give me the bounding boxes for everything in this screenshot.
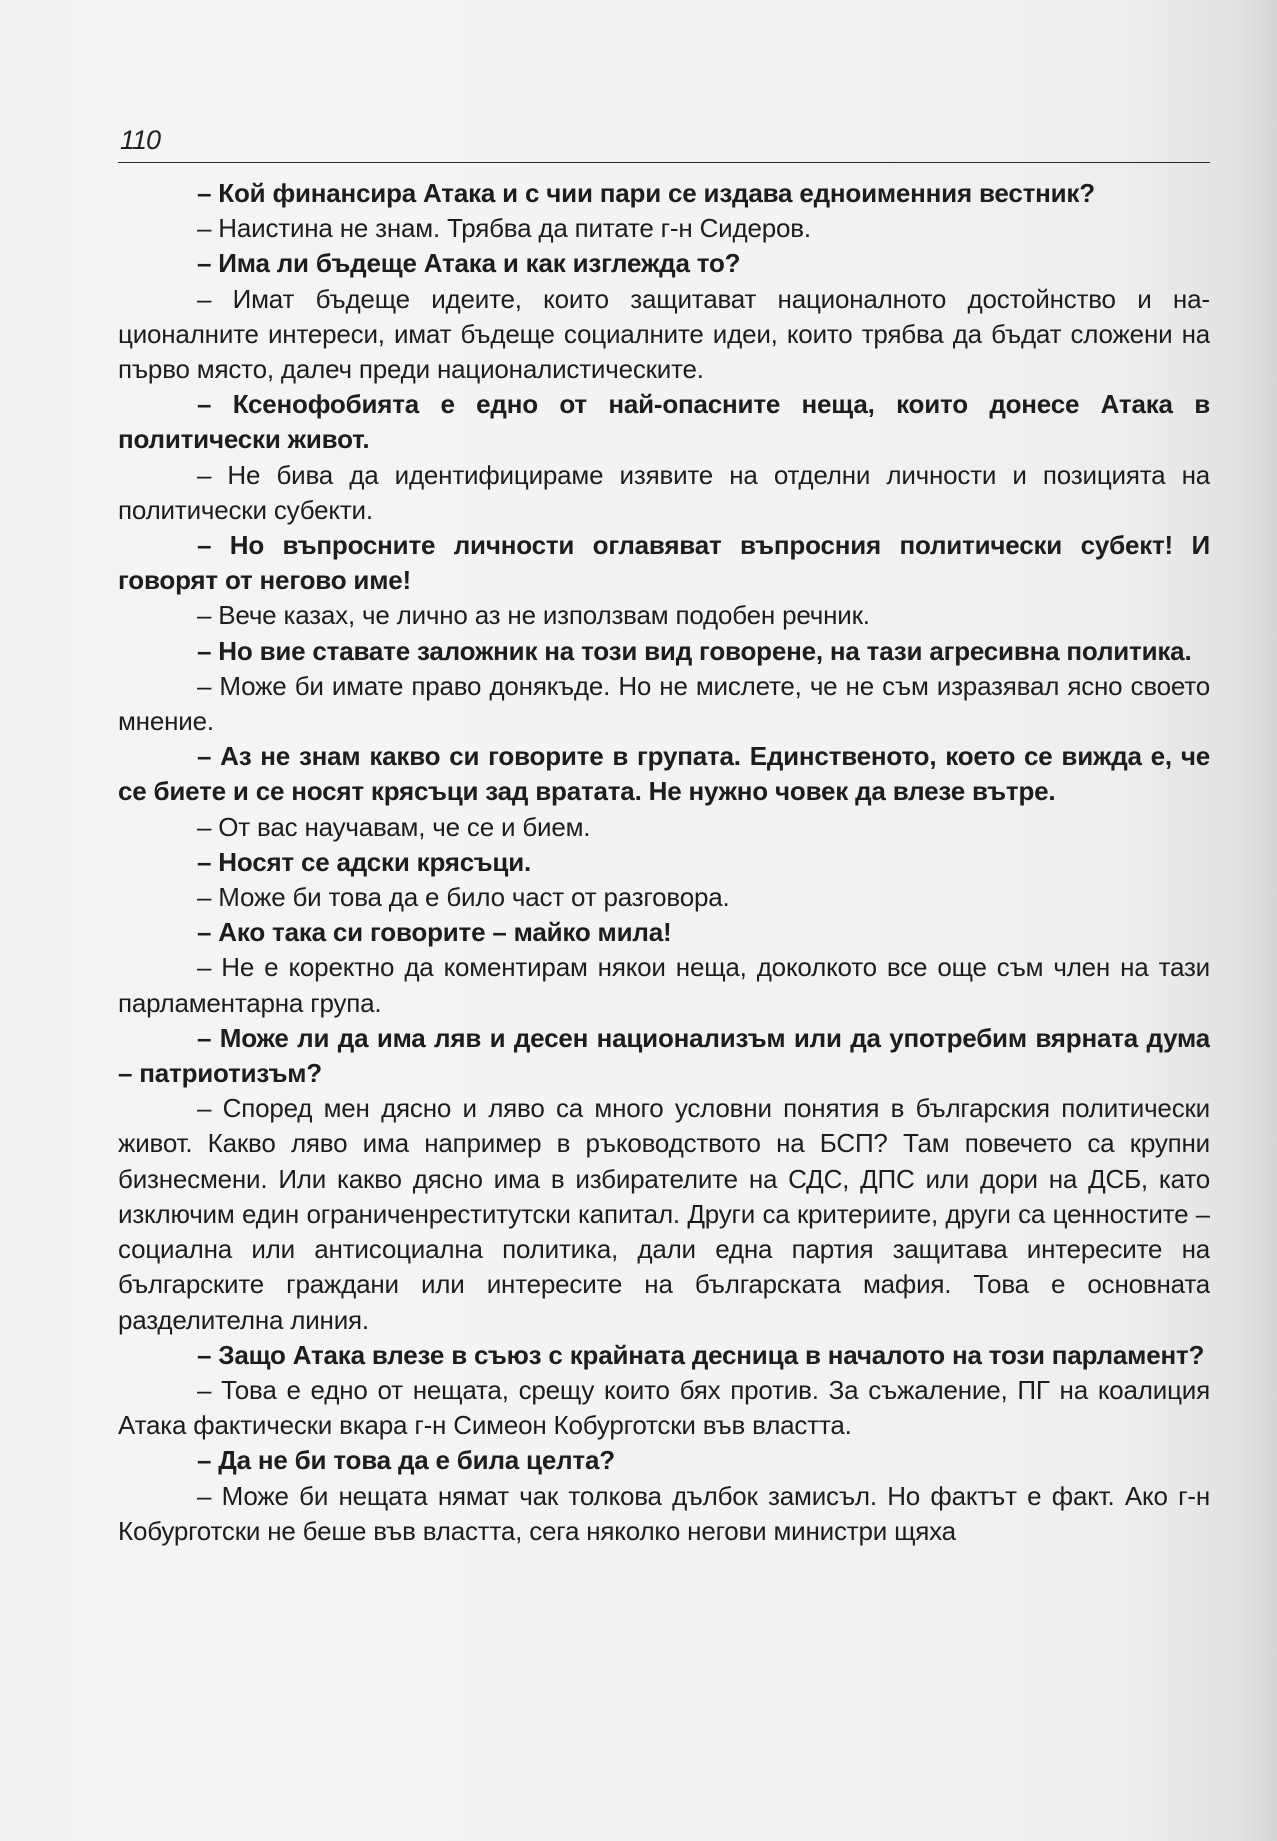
interview-answer: – Според мен дясно и ляво са много условни понятия в българския политически живот. Какво ляво има например в ръководството на БСП? Там повечето са крупни бизнесмени. Или какво дясно има в избирателите на СДС, ДПС или дори на ДСБ, като изключим един ограниченреститутски капитал. Други са критериите, други са ценностите – социална или антисоциална политика, дали една партия защитава интересите на българските граждани или интересите на българската мафия. Това е основната разделителна линия. [118,1093,1210,1335]
header-rule [118,162,1210,163]
interview-question: – Ако така си говорите – майко мила! [197,917,672,948]
page-body [118,176,1210,1549]
interview-question: – Аз не знам какво си говорите в групата. Единственото, което се вижда е, че се биете и се носят крясъци зад вратата. Не нужно човек да влезе вътре. [118,741,1210,807]
interview-question: – Но вие ставате заложник на този вид говорене, на тази агресивна политика. [197,635,1192,666]
interview-question: – Носят се адски крясъци. [197,846,532,877]
page-header [118,124,1210,158]
interview-answer: – От вас научавам, че се и бием. [197,811,591,842]
interview-question: – Може ли да има ляв и десен национализъм или да употребим вярната дума – патриотизъм? [118,1022,1210,1089]
interview-answer: – Имат бъдеще идеите, които защитават националното достойнство и националните интереси, имат бъдеще социалните идеи, които трябва да бъдат сложени на първо място, далеч преди националистическите. [118,283,1210,385]
page-number: 110 [120,125,161,155]
interview-answer: – Вече казах, че лично аз не използвам подобен речник. [197,600,870,631]
interview-question: – Има ли бъдеще Атака и как изглежда то? [197,248,741,279]
interview-question: – Кой финансира Атака и с чии пари се издава едноименния вестник? [197,178,1095,208]
interview-question: – Защо Атака влезе в съюз с крайната десница в началото на този парламент? [197,1339,1205,1370]
interview-answer: – Това е едно от нещата, срещу които бях против. За съжаление, ПГ на коалиция Атака фактически вкара г-н Симеон Кобурготски във властта. [118,1374,1210,1441]
book-page [118,124,1210,1824]
interview-answer: – Не е коректно да коментирам някои неща, доколкото все още съм член на тази парламентарна група. [118,952,1210,1018]
interview-answer: – Може би нещата нямат чак толкова дълбок замисъл. Но фактът е факт. Ако г-н Кобурготски не беше във властта, сега няколко негови министри щяха [118,1480,1210,1546]
interview-question: – Ксенофобията е едно от най-опасните неща, които донесе Атака в политически живот. [118,389,1210,455]
interview-answer: – Не бива да идентифицираме изявите на отделни личности и позицията на политически субекти. [118,459,1210,525]
interview-question: – Но въпросните личности оглавяват въпросния политически субект! И говорят от негово име! [118,530,1210,596]
interview-answer: – Наистина не знам. Трябва да питате г-н Сидеров. [197,213,811,244]
interview-question: – Да не би това да е била целта? [197,1445,615,1476]
interview-answer: – Може би имате право донякъде. Но не мислете, че не съм изразявал ясно своето мнение. [118,670,1210,737]
interview-answer: – Може би това да е било част от разговора. [197,882,730,913]
